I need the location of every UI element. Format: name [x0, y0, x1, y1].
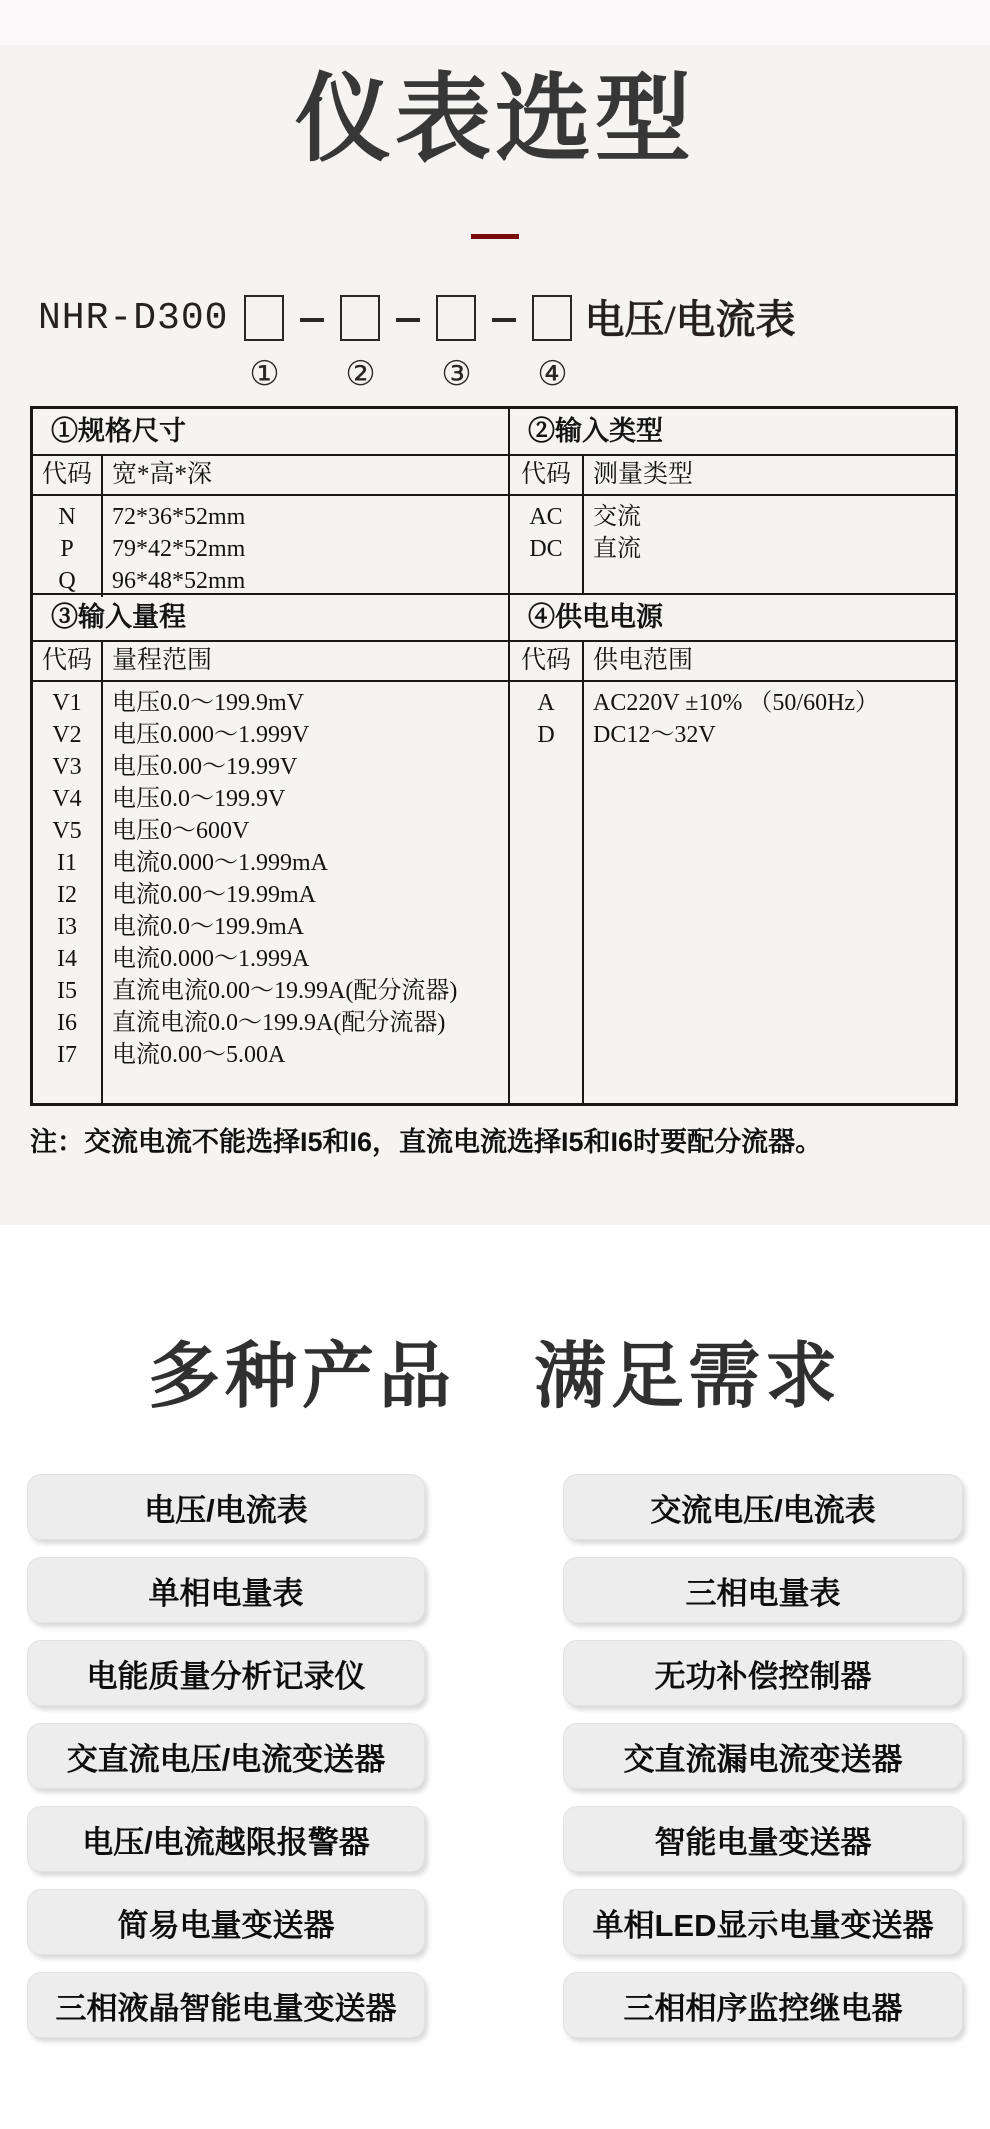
product-label: 智能电量变送器 [654, 1824, 872, 1860]
page-top-strip [0, 0, 990, 45]
model-slot-number-2: ② [345, 354, 376, 394]
range-value: DC12～32V [593, 722, 716, 748]
section-column-headers [510, 456, 955, 496]
model-suffix: 电压/电流表 [584, 297, 796, 342]
range-value: 电流0.00～5.00A [112, 1042, 286, 1068]
code-value: N [58, 504, 76, 530]
model-slot-number-3: ③ [441, 354, 472, 394]
section-title: ③输入量程 [33, 595, 508, 642]
code-column [510, 682, 584, 1103]
product-label: 单相LED显示电量变送器 [592, 1907, 934, 1943]
model-slot-1 [244, 295, 284, 393]
product-label: 电压/电流越限报警器 [82, 1824, 370, 1860]
range-value: 72*36*52mm [112, 504, 246, 530]
code-column [510, 496, 584, 593]
range-value: 96*48*52mm [112, 568, 246, 594]
code-value: I6 [57, 1010, 77, 1036]
code-value: DC [529, 536, 563, 562]
range-value: 直流电流0.00～19.99A(配分流器) [112, 978, 458, 1004]
desc-column [103, 496, 508, 597]
table-note: 注：交流电流不能选择I5和I6，直流电流选择I5和I6时要配分流器。 [30, 1127, 823, 1157]
model-prefix: NHR-D300 [38, 297, 229, 340]
product-label: 三相电量表 [685, 1575, 841, 1611]
product-label: 交直流漏电流变送器 [623, 1741, 903, 1777]
model-slot-box-4 [532, 295, 572, 341]
product-button[interactable] [27, 1557, 425, 1623]
product-label: 交直流电压/电流变送器 [66, 1741, 386, 1777]
product-label: 简易电量变送器 [117, 1907, 335, 1943]
model-separator-dash [300, 318, 324, 322]
products-title [0, 1225, 990, 1416]
spec-section-1 [33, 409, 510, 595]
spec-section-3 [33, 595, 510, 1103]
range-value: 电流0.000～1.999A [112, 946, 310, 972]
products-title-right: 满足需求 [534, 1337, 843, 1417]
desc-column-header: 测量类型 [593, 461, 694, 488]
code-column-header: 代码 [33, 456, 103, 494]
code-value: P [60, 536, 74, 562]
product-button[interactable] [563, 1474, 963, 1540]
product-button[interactable] [563, 1972, 963, 2038]
page-title: 仪表选型 [295, 66, 695, 173]
product-button[interactable] [27, 1640, 425, 1706]
code-column-header: 代码 [510, 456, 584, 494]
code-value: I4 [57, 946, 77, 972]
product-label: 电能质量分析记录仪 [86, 1658, 366, 1694]
product-button[interactable] [27, 1806, 425, 1872]
section-title: ②输入类型 [510, 409, 955, 456]
section-body [33, 496, 508, 593]
code-value: V3 [52, 754, 82, 780]
section-title: ④供电电源 [510, 595, 955, 642]
section-body [510, 682, 955, 1103]
model-separator-dash [396, 318, 420, 322]
model-separator-dash [492, 318, 516, 322]
range-value: 电流0.000～1.999mA [112, 850, 328, 876]
section-column-headers [33, 642, 508, 682]
product-button[interactable] [27, 1723, 425, 1789]
section-column-headers [33, 456, 508, 496]
code-column-header: 代码 [33, 642, 103, 680]
desc-column-header: 量程范围 [112, 647, 213, 674]
range-value: AC220V ±10% （50/60Hz） [593, 690, 880, 716]
code-value: AC [529, 504, 563, 530]
section-body [510, 496, 955, 593]
model-slot-box-3 [436, 295, 476, 341]
product-label: 三相液晶智能电量变送器 [55, 1990, 397, 2026]
product-button[interactable] [27, 1474, 425, 1540]
product-label: 三相相序监控继电器 [623, 1990, 903, 2026]
range-value: 直流 [593, 536, 641, 562]
model-slot-3 [436, 295, 476, 393]
code-value: Q [58, 568, 76, 594]
products-grid [27, 1474, 963, 2038]
section-column-headers [510, 642, 955, 682]
code-value: I1 [57, 850, 77, 876]
product-button[interactable] [27, 1972, 425, 2038]
desc-column-header: 宽*高*深 [112, 461, 213, 488]
code-value: A [537, 690, 555, 716]
spec-section-4 [510, 595, 955, 1103]
desc-column [103, 682, 508, 1103]
range-value: 电压0.0～199.9mV [112, 690, 304, 716]
product-button[interactable] [563, 1640, 963, 1706]
title-underline-accent [471, 234, 519, 239]
desc-column-header: 供电范围 [593, 647, 694, 674]
product-label: 电压/电流表 [144, 1492, 308, 1528]
range-value: 交流 [593, 504, 641, 530]
product-button[interactable] [563, 1889, 963, 1955]
product-button[interactable] [563, 1557, 963, 1623]
selection-table [30, 406, 958, 1106]
product-label: 交流电压/电流表 [650, 1492, 876, 1528]
products-section [0, 1225, 990, 2129]
code-value: V5 [52, 818, 82, 844]
code-value: I2 [57, 882, 77, 908]
products-title-left: 多种产品 [147, 1337, 456, 1417]
product-label: 无功补偿控制器 [654, 1658, 872, 1694]
range-value: 电压0.0～199.9V [112, 786, 286, 812]
section-body [33, 682, 508, 1103]
section-title: ①规格尺寸 [33, 409, 508, 456]
code-value: I5 [57, 978, 77, 1004]
code-column-header: 代码 [510, 642, 584, 680]
code-value: V4 [52, 786, 82, 812]
range-value: 电流0.00～19.99mA [112, 882, 316, 908]
model-code-line [38, 295, 990, 393]
code-value: D [537, 722, 555, 748]
product-button[interactable] [563, 1723, 963, 1789]
code-value: I7 [57, 1042, 77, 1068]
code-value: V2 [52, 722, 82, 748]
code-column [33, 496, 103, 597]
range-value: 电压0.00～19.99V [112, 754, 298, 780]
model-slot-box-1 [244, 295, 284, 341]
code-value: V1 [52, 690, 82, 716]
product-button[interactable] [27, 1889, 425, 1955]
model-slot-box-2 [340, 295, 380, 341]
range-value: 79*42*52mm [112, 536, 246, 562]
desc-column [584, 682, 955, 1103]
range-value: 电压0～600V [112, 818, 250, 844]
range-value: 电压0.000～1.999V [112, 722, 310, 748]
model-slot-number-1: ① [249, 354, 280, 394]
model-slot-2 [340, 295, 380, 393]
product-button[interactable] [563, 1806, 963, 1872]
range-value: 电流0.0～199.9mA [112, 914, 304, 940]
code-column [33, 682, 103, 1103]
spec-section-2 [510, 409, 955, 595]
desc-column [584, 496, 955, 593]
range-value: 直流电流0.0～199.9A(配分流器) [112, 1010, 446, 1036]
model-slot-number-4: ④ [537, 354, 568, 394]
code-value: I3 [57, 914, 77, 940]
model-slot-4 [532, 295, 572, 393]
product-label: 单相电量表 [148, 1575, 304, 1611]
